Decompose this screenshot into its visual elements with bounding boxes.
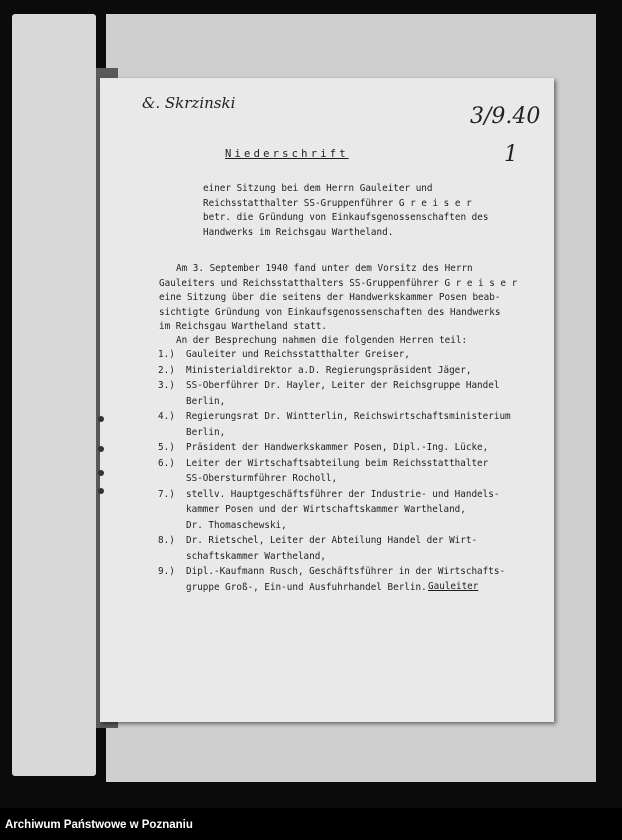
attendee-number: 2.) (158, 364, 175, 376)
attendee-number: 7.) (158, 488, 175, 500)
intro-line: Reichsstatthalter SS-Gruppenführer G r e i s e r (203, 197, 472, 209)
attendee-line: Berlin, (186, 395, 226, 407)
attendee-line: SS-Obersturmführer Rocholl, (186, 473, 338, 484)
handwritten-number: 1 (504, 142, 518, 167)
handwritten-name: &. Skrzinski (142, 94, 236, 112)
attendee-line: gruppe Groß-, Ein-und Ausfuhrhandel Berlin. (186, 581, 427, 593)
left-paper-strip (12, 14, 96, 776)
archive-name: Archiwum Państwowe w Poznaniu (5, 819, 193, 831)
attendee-line: Dr. Rietschel, Leiter der Abteilung Handel der Wirt- (186, 535, 478, 546)
attendee-line: Gauleiter und Reichsstatthalter Greiser, (186, 349, 410, 360)
paragraph-line: eine Sitzung über die seitens der Handwerkskammer Posen beab- (159, 292, 501, 303)
intro-line: Handwerks im Reichsgau Wartheland. (203, 226, 394, 238)
paragraph-line: sichtigte Gründung von Einkaufsgenossenschaften des Handwerks (159, 306, 501, 318)
attendee-line: Ministerialdirektor a.D. Regierungspräsident Jäger, (186, 364, 472, 376)
binding-hole (98, 470, 104, 476)
attendee-number: 4.) (158, 411, 175, 422)
handwritten-date: 3/9.40 (470, 104, 541, 129)
paragraph-line: Am 3. September 1940 fand unter dem Vorsitz des Herrn (176, 263, 473, 274)
intro-line: betr. die Gründung von Einkaufsgenossenschaften des (203, 212, 489, 223)
binding-hole (98, 488, 104, 494)
attendee-line: Berlin, (186, 426, 226, 438)
attendee-line: Dipl.-Kaufmann Rusch, Geschäftsführer in der Wirtschafts- (186, 566, 506, 577)
attendee-number: 6.) (158, 457, 175, 469)
attendee-line: Präsident der Handwerkskammer Posen, Dipl.-Ing. Lücke, (186, 442, 489, 453)
attendee-number: 1.) (158, 349, 175, 360)
attendee-number: 9.) (158, 566, 175, 577)
signature-label: Gauleiter (428, 581, 479, 592)
paragraph-line: Gauleiters und Reichsstatthalters SS-Gruppenführer G r e i s e r (159, 277, 518, 289)
binding-hole (98, 446, 104, 452)
binding-hole (98, 416, 104, 422)
attendees-intro: An der Besprechung nahmen die folgenden Herren teil: (176, 335, 468, 346)
attendee-line: Leiter der Wirtschaftsabteilung beim Reichsstatthalter (186, 457, 489, 469)
attendee-line: Dr. Thomaschewski, (186, 519, 287, 531)
document-title: Niederschrift (225, 148, 349, 160)
attendee-number: 3.) (158, 380, 175, 391)
attendee-line: Regierungsrat Dr. Wintterlin, Reichswirtschaftsministerium (186, 411, 511, 422)
attendee-line: schaftskammer Wartheland, (186, 550, 326, 562)
attendee-number: 5.) (158, 442, 175, 453)
attendee-number: 8.) (158, 535, 175, 546)
attendee-line: stellv. Hauptgeschäftsführer der Industrie- und Handels- (186, 488, 500, 500)
attendee-line: SS-Oberführer Dr. Hayler, Leiter der Reichsgruppe Handel (186, 380, 500, 391)
paragraph-line: im Reichsgau Wartheland statt. (159, 321, 327, 332)
intro-line: einer Sitzung bei dem Herrn Gauleiter und (203, 183, 433, 194)
archive-footer (0, 808, 622, 840)
document-page (100, 78, 554, 722)
attendee-line: kammer Posen und der Wirtschaftskammer Wartheland, (186, 504, 466, 515)
